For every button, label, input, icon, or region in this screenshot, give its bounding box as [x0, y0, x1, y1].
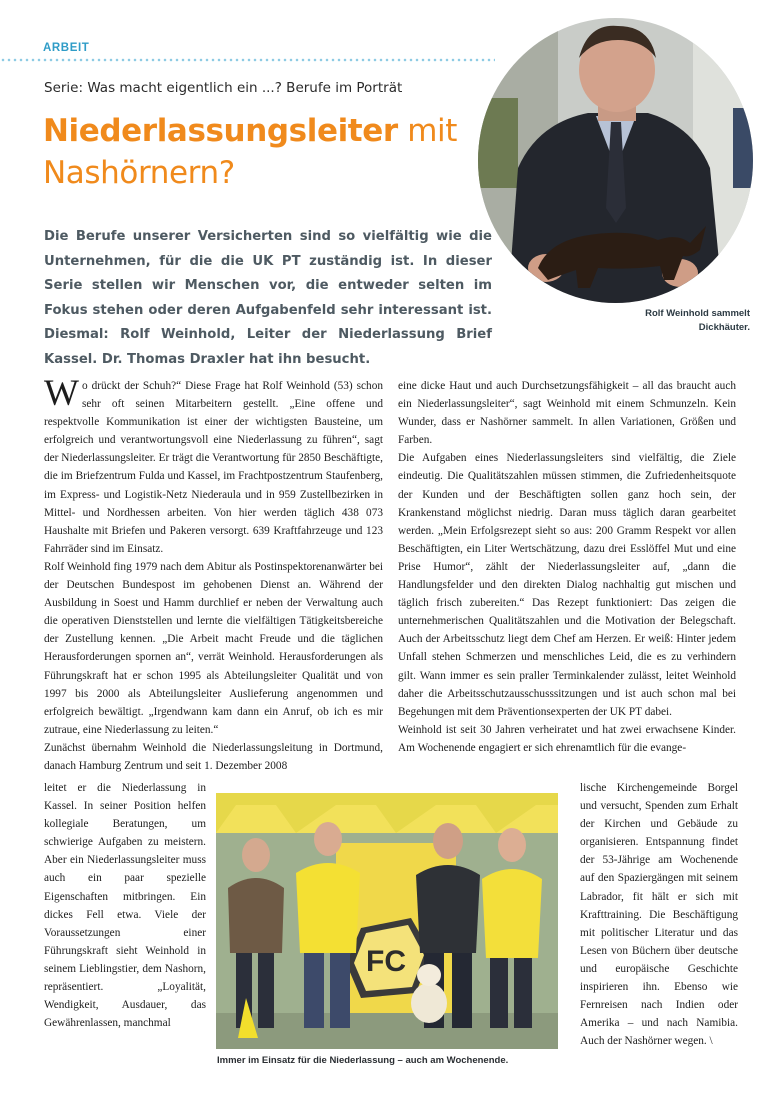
group-photo-illustration — [216, 793, 558, 1049]
drop-cap: W — [44, 373, 79, 414]
photo-caption: Immer im Einsatz für die Niederlassung – auch am Wochenende. — [217, 1055, 509, 1066]
page-title — [43, 110, 493, 194]
portrait-caption: Rolf Weinhold sammelt Dickhäuter. — [645, 308, 750, 333]
headline-rest: mit Nashörnern? — [43, 113, 457, 191]
lead-paragraph: Die Berufe unserer Versicherten sind so vielfältig wie die Unternehmen, für die die UK PT zuständig ist. In dieser Serie stellen wir Menschen vor, die entweder selten im Fokus stehen oder deren Aufgabenfeld sehr interessant ist. Diesmal: Rolf Weinhold, Leiter der Niederlassung Brief Kassel. Dr. Thomas Draxler hat ihn besucht. — [44, 229, 492, 367]
portrait-photo — [478, 18, 753, 303]
paragraph: Weinhold ist seit 30 Jahren verheiratet und hat zwei erwachsene Kinder. Am Wochenende engagiert er sich ehrenamtlich für die evange- — [398, 723, 736, 754]
paragraph: leitet er die Niederlassung in Kassel. In seiner Position helfen kollegiale Beratungen, um schwierige Aufgaben zu meistern. Aber ein Niederlassungsleiter muss auch ein paar spezielle Eigenschaften mitbringen. Ein dickes Fell etwa. Viele der Voraussetzungen einer Führungskraft sieht Weinhold in seinem Lieblingstier, dem Nashorn, repräsentiert. „Loyalität, Wendigkeit, Ausdauer, das Gewährenlassen, manchmal — [44, 782, 206, 1030]
dotted-divider — [0, 58, 495, 62]
group-photo — [216, 793, 558, 1049]
body-column-2 — [398, 377, 736, 757]
body-column-1-continued — [44, 779, 206, 1032]
paragraph: lische Kirchengemeinde Borgel und versucht, Spenden zum Erhalt der Kirchen und Gebäude zu organisieren. Entspannung findet der 53-Jährige am Wochenende auf den Spaziergängen mit seinem Labrador, fit hält er sich mit Krafttraining. Die Beschäftigung mit politischer Literatur und das Lesen von Büchern über deutsche und europäische Geschichte inspirieren ihn. Ebenso wie Fernreisen nach Indien oder Amerika – und nach Namibia. Auch der Nashörner wegen. \ — [580, 782, 738, 1048]
paragraph: Zunächst übernahm Weinhold die Niederlassungsleitung in Dortmund, danach Hamburg Zentrum und seit 1. Dezember 2008 — [44, 741, 383, 772]
body-column-2-continued — [580, 779, 738, 1050]
photo-sign-text: FC — [366, 945, 406, 978]
paragraph-text: o drückt der Schuh?“ Diese Frage hat Rolf Weinhold (53) schon sehr oft seinen Mitarbeitern gestellt. „Eine offene und respektvolle Kommunikation ist einer der wichtigsten Bausteine, um erfolgreich und verantwortungsvoll eine Niederlassung zu führen“, sagt der Niederlassungsleiter. Er trägt die Verantwortung für 2850 Beschäftigte, die im Briefzentrum Fulda und Kassel, im Frachtpostzentrum Staufenberg, im Express- und Logistik-Netz Niederaula und in 959 Zustellbezirken in Mittel- und Nordhessen arbeiten. Von hier werden täglich 438 073 Haushalte mit Briefen und Pakeren versorgt. 639 Kraftfahrzeuge und 123 Fahrräder sind im Einsatz. — [44, 380, 383, 555]
section-label: ARBEIT — [43, 42, 90, 54]
portrait-illustration — [478, 18, 753, 303]
body-column-1 — [44, 373, 383, 775]
paragraph — [44, 373, 383, 558]
headline-bold: Niederlassungsleiter — [43, 113, 398, 149]
series-line: Serie: Was macht eigentlich ein ...? Berufe im Porträt — [44, 80, 403, 96]
paragraph: Die Aufgaben eines Niederlassungsleiters sind vielfältig, die Ziele eindeutig. Die Qualitätszahlen müssen stimmen, die Zufriedenheitsquote der Kunden und der Beschäftigten sollen ganz hoch sein, der Krankenstand möglichst niedrig. Daran muss täglich daran gearbeitet werden. „Mein Erfolgsrezept sieht so aus: 200 Gramm Respekt vor allen Beschäftigten, ein Liter Wertschätzung, dazu drei Esslöffel Mut und eine Prise Humor“, zählt der Niederlassungsleiter auf, „dann die Handlungsfelder und den direkten Dialog nachhaltig gut mischen und täglich frisch zubereiten.“ Das Rezept funktioniert: Das zeigen die unternehmerischen Qualitätszahlen und die Motivation der Belegschaft. Auch der Arbeitsschutz liegt dem Chef am Herzen. Er weiß: Hinter jedem Unfall stehen Schmerzen und menschliches Leid, die es zu verhindern gilt. Wann immer es sein praller Terminkalender zulässt, leitet Weinhold daher die Arbeitsschutzausschusssitzungen und ist auch schon mal bei Begehungen mit dem Präventionsexperten der UK PT dabei. — [398, 452, 736, 718]
paragraph: Rolf Weinhold fing 1979 nach dem Abitur als Postinspektorenanwärter bei der Deutschen Bundespost im gehobenen Dienst an. Während der Ausbildung in Soest und Hamm durchlief er neben der Verwaltung auch die operativen Dienststellen und lernte die vielfältigen Tätigkeitsbereiche der Zustellung kennen. „Die Arbeit macht Freude und die täglichen Herausforderungen spornen an“, verrät Weinhold. Herausforderungen als Führungskraft hat er schon 1995 als Abteilungsleiter Qualität und von 1997 bis 2000 als Abteilungsleiter Auslieferung angenommen und erfolgreich bewältigt. „Irgendwann kam dann ein Anruf, ob ich es mir zutraue, eine Niederlassung zu leiten.“ — [44, 560, 383, 736]
paragraph: eine dicke Haut und auch Durchsetzungsfähigkeit – all das braucht auch ein Niederlassungsleiter“, sagt Weinhold mit einem Schmunzeln. Kein Wunder, dass er Nashörner sammelt. In allen Variationen, Größen und Farben. — [398, 380, 736, 447]
